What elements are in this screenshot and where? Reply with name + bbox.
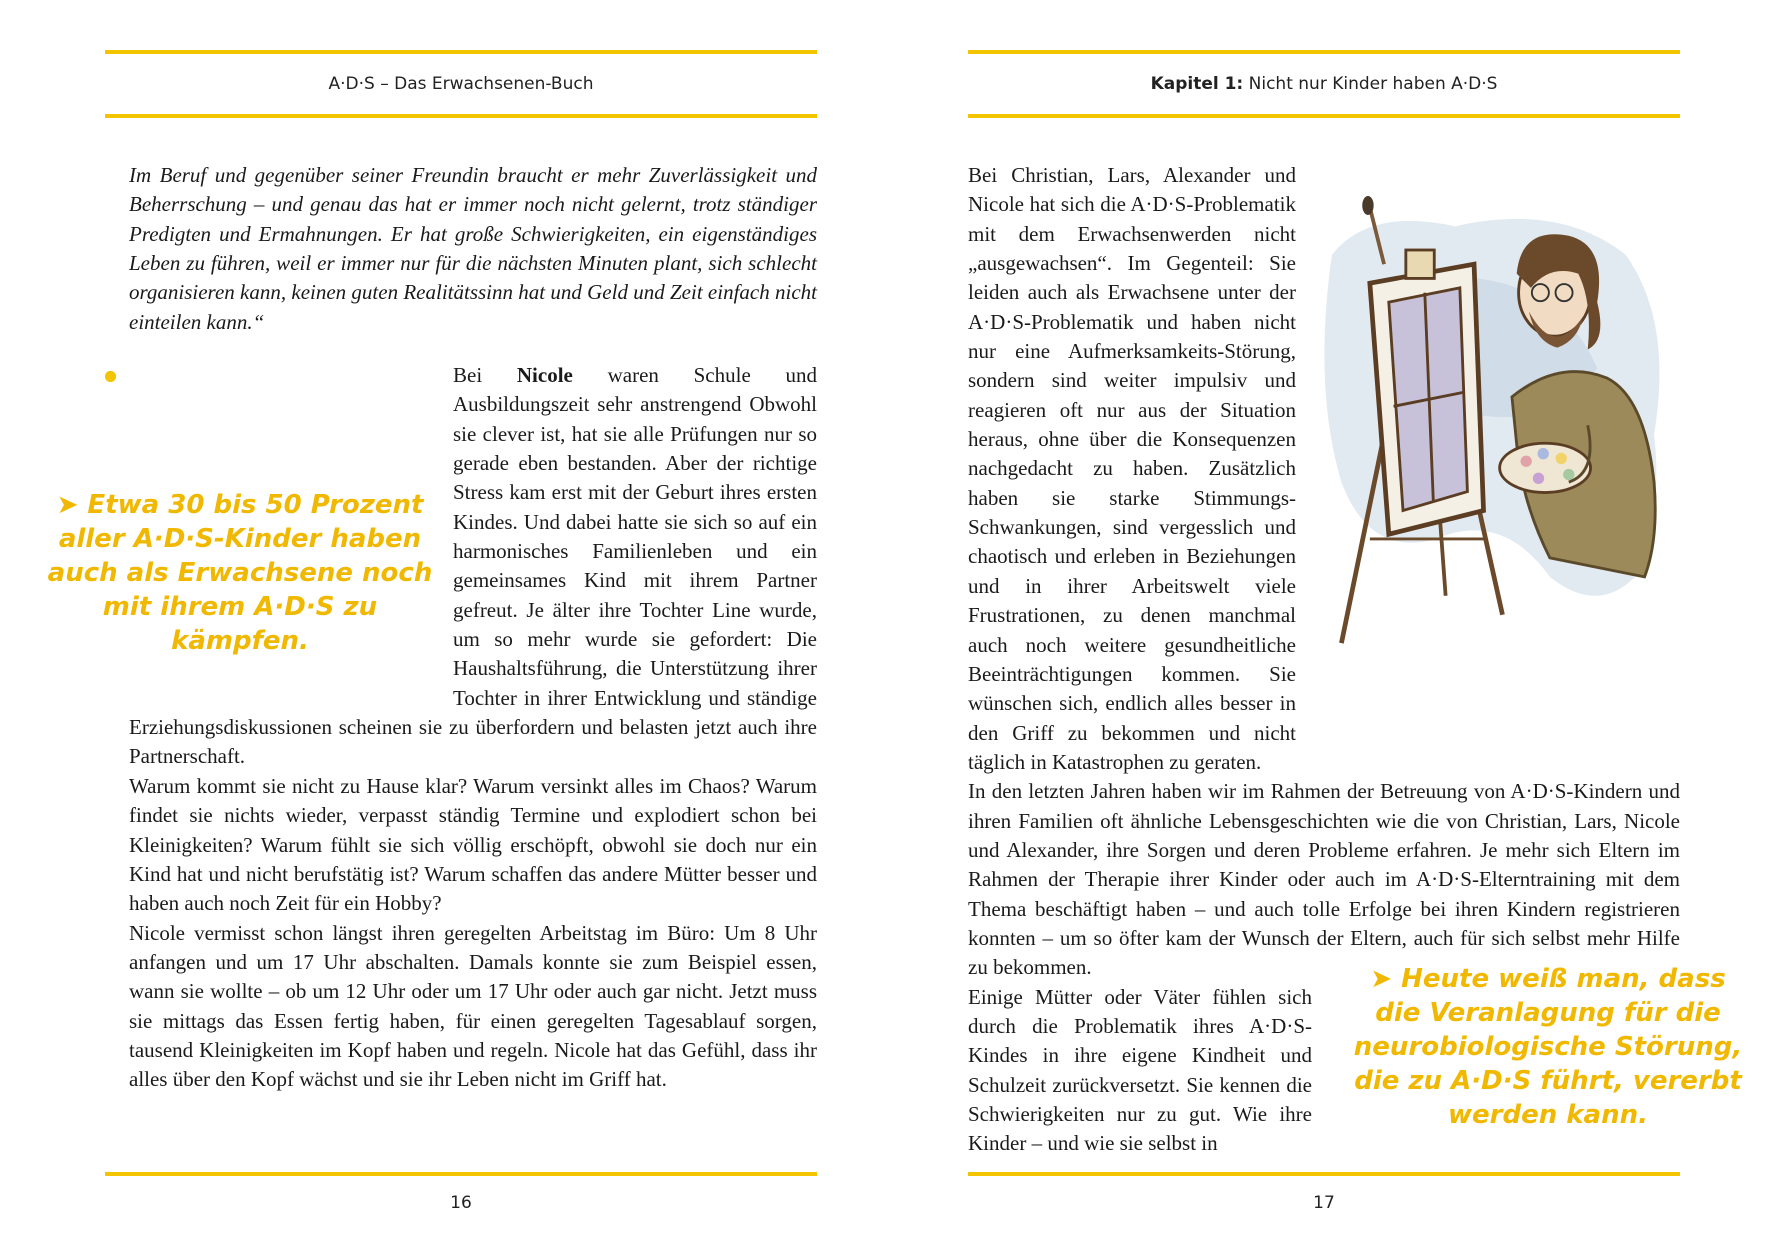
header-rule-bottom [105, 114, 817, 118]
right-paragraph-1: Bei Christian, Lars, Alexander und Nicole hat sich die A·D·S-Problematik mit dem Erwachsenwerden nicht „ausgewachsen“. Im Gegenteil: Sie leiden auch als Erwachsene unter der A·D·S-Problematik und haben nicht nur eine Aufmerksamkeits-Störung, sondern sind weiter impulsiv und reagieren oft nur aus der Situation heraus, ohne über die Konsequenzen nachgedacht zu haben. Zusätzlich haben sie starke Stimmungs-Schwankungen, sind vergesslich und chaotisch und erleben in Beziehungen und in ihrer Arbeitswelt viele Frustrationen, zu denen manchmal auch noch weitere gesundheitliche Beeinträchtigungen kommen. Sie wünschen sich, endlich alles besser in den Griff zu bekommen und nicht täglich in Katastrophen zu geraten. [968, 163, 1296, 774]
footer-rule [968, 1172, 1680, 1176]
right-paragraph-2: In den letzten Jahren haben wir im Rahmen der Betreuung von A·D·S-Kindern und ihren Familien oft ähnliche Lebensgeschichten wie die von Christian, Lars, Nicole und Alexander, ihre Sorgen und deren Probleme erfahren. Je mehr sich Eltern im Rahmen der Therapie ihrer Kinder oder auch im A·D·S-Elterntraining mit dem Thema beschäftigt haben – und auch tolle Erfolge bei ihren Kindern registrieren konnten – um so öfter kam der Wunsch der Eltern, auch für sich selbst mehr Hilfe zu bekommen. [968, 779, 1680, 980]
chapter-label: Kapitel 1: [1150, 74, 1244, 94]
bullet-intro: Bei [453, 363, 517, 387]
left-paragraph-3: Nicole vermisst schon längst ihren geregelten Arbeitstag im Büro: Um 8 Uhr anfangen und um 17 Uhr abschalten. Damals konnte sie zum Beispiel essen, wann sie wollte – ob um 12 Uhr oder um 17 Uhr oder auch gar nicht. Jetzt muss sie mittags das Essen fertig haben, für einen geregelten Tagesablauf sorgen, tausend Kleinigkeiten im Kopf haben und regeln. Nicole hat das Gefühl, dass ihr alles über den Kopf wächst und sie ihr Leben nicht im Griff hat. [129, 920, 817, 1092]
bullet-marker-icon [105, 371, 116, 382]
footer-rule [105, 1172, 817, 1176]
bullet-text: waren Schule und Ausbildungszeit sehr anstrengend Obwohl sie clever ist, hat sie alle Prüfungen nur so gerade eben bestanden. Aber der richtige Stress kam erst mit der Geburt ihres ersten Kindes. Und dabei hatte sie sich so auf ein harmonisches Familienleben und ein gemeinsames Kind mit ihrem Partner gefreut. Je älter ihre Tochter Line wurde, um so mehr wurde sie gefordert: Die Haushaltsführung, die Unterstützung ihrer Tochter in ihrer Entwicklung und ständige Erziehungsdiskussionen scheinen sie zu überfordern und belasten jetzt auch ihre Partnerschaft. [129, 363, 817, 769]
bullet-body [105, 361, 817, 1095]
chapter-title: Nicht nur Kinder haben A·D·S [1243, 74, 1498, 94]
bullet-name: Nicole [516, 363, 573, 387]
page-number-right: 17 [1313, 1193, 1335, 1213]
callout-left: ➤ Etwa 30 bis 50 Prozent aller A·D·S-Kinder haben auch als Erwachsene noch mit ihrem A·D·S zu kämpfen. [47, 490, 433, 656]
left-paragraph-2: Warum kommt sie nicht zu Hause klar? Warum versinkt alles im Chaos? Warum findet sie nichts wieder, verpasst ständig Termine und explodiert schon bei Kleinigkeiten? Warum fühlt sie sich völlig erschöpft, obwohl sie doch nur ein Kind hat und nicht berufstätig ist? Warum schaffen das andere Mütter besser und haben auch noch Zeit für ein Hobby? [129, 773, 817, 916]
left-page [47, 0, 817, 1258]
painter-at-easel-icon [1313, 185, 1673, 675]
running-head-left: A·D·S – Das Erwachsenen-Buch [328, 74, 594, 94]
header-rule-top [105, 50, 817, 54]
page-number-left: 16 [450, 1193, 472, 1213]
header-rule-top [968, 50, 1680, 54]
callout-right: ➤ Heute weiß man, dass die Veranlagung für die neurobiologische Störung, die zu A·D·S führt, vererbt werden kann. [1353, 964, 1743, 1130]
running-head-right [968, 74, 1680, 94]
quote-paragraph: Im Beruf und gegenüber seiner Freundin braucht er mehr Zuverlässigkeit und Beherrschung – und genau das hat er immer noch nicht gelernt, trotz ständiger Predigten und Ermahnungen. Er hat große Schwierigkeiten, ein eigenständiges Leben zu führen, weil er immer nur für die nächsten Minuten plant, sich schlecht organisieren kann, keinen guten Realitätssinn hat und Geld und Zeit einfach nicht einteilen kann.“ [129, 163, 817, 334]
header-rule-bottom [968, 114, 1680, 118]
right-paragraph-3: Einige Mütter oder Väter fühlen sich durch die Problematik ihres A·D·S-Kindes in ihre eigene Kindheit und Schulzeit zurückversetzt. Sie kennen die Schwierigkeiten nur zu gut. Wie ihre Kinder – und wie sie selbst in [968, 984, 1312, 1156]
right-page [968, 0, 1743, 1258]
